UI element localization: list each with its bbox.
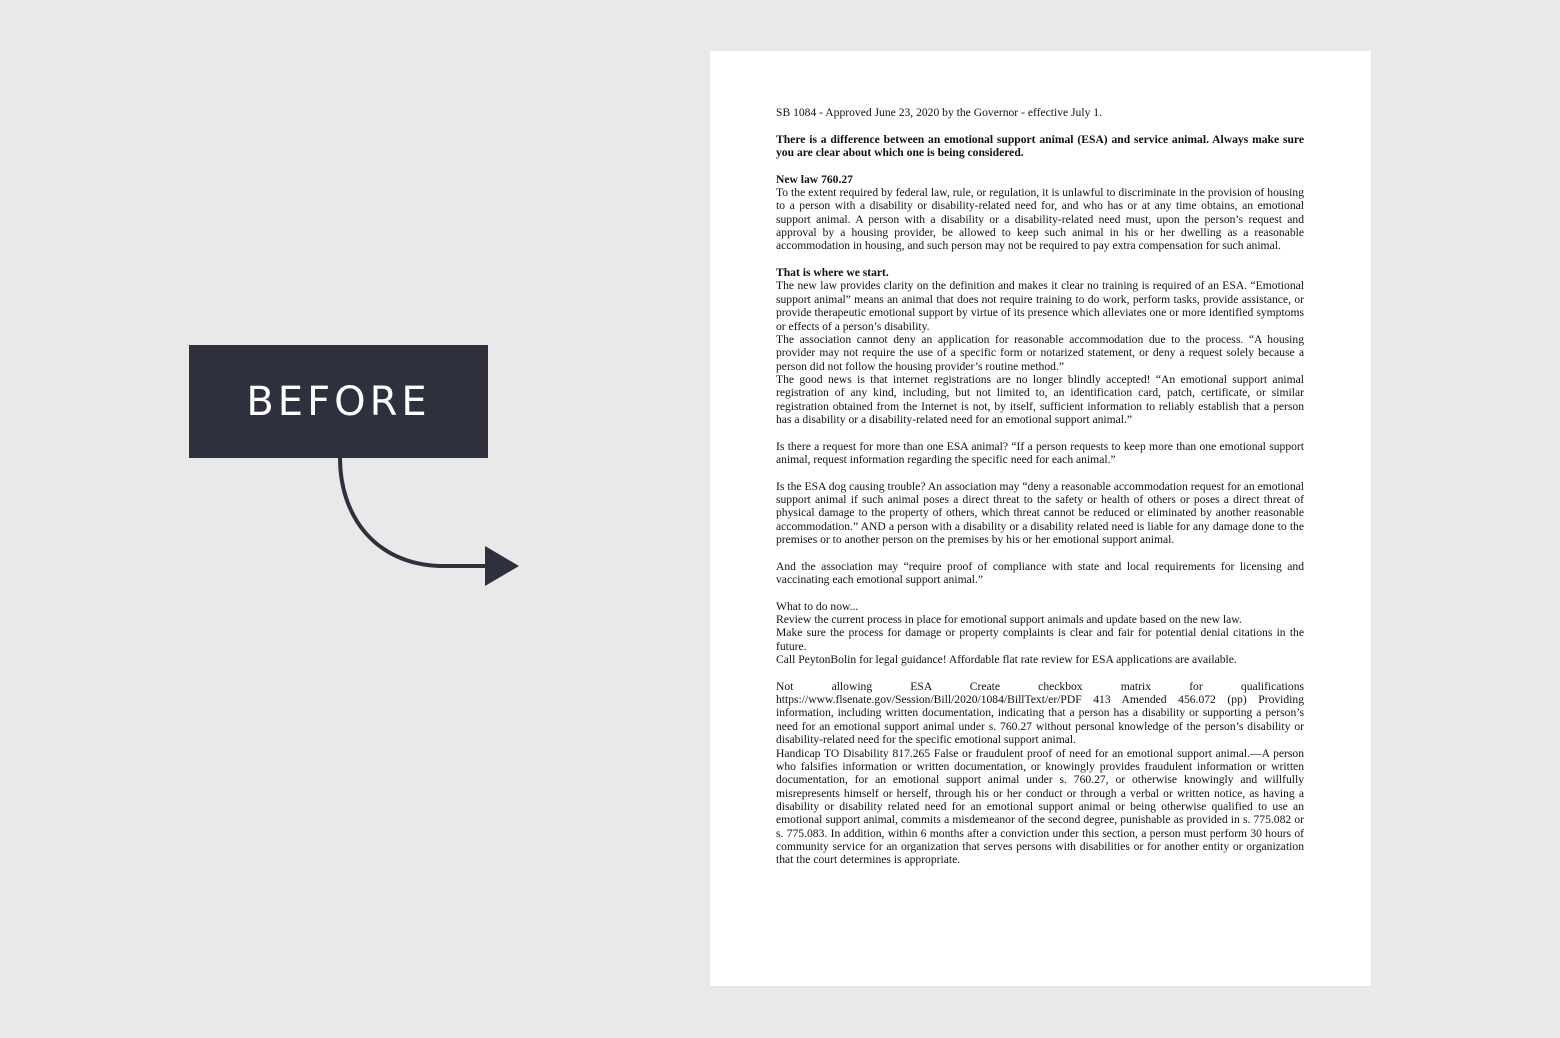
multiple-animals-paragraph: Is there a request for more than one ESA animal? “If a person requests to keep more than one emotional support animal, request information regarding the specific need for each animal.”	[776, 439, 1304, 466]
proof-paragraph: And the association may “require proof of compliance with state and local requirements for licensing and vaccinating each emotional support animal.”	[776, 559, 1304, 587]
start-heading: That is where we start.	[776, 266, 889, 280]
trouble-paragraph: Is the ESA dog causing trouble? An association may “deny a reasonable accommodation request for an emotional support animal if such animal poses a direct threat to the safety or health of others or poses a direct threat of physical damage to the property of others, which threat cannot be reduced or eliminated by another reasonable accommodation.” AND a person with a disability or a disability related need is liable for any damage done to the premises or to another person on the premises by his or her emotional support animal.	[776, 479, 1304, 546]
todo-item: Make sure the process for damage or property complaints is clear and fair for potential denial citations in the future.	[776, 626, 1304, 653]
process-paragraph: The association cannot deny an application for reasonable accommodation due to the process. “A housing provider may not require the use of a specific form or notarized statement, or deny a request solely because a person did not follow the housing provider’s routine method.”	[776, 332, 1304, 373]
new-law-heading: New law 760.27	[776, 172, 853, 186]
notes-paragraph: Not allowing ESA Create checkbox matrix for qualifications https://www.flsenate.gov/Session/Bill/2020/1084/BillText/er/PDF 413 Amended 456.072 (pp) Providing information, including written documentation, indicating that a person has a disability or supporting a person’s need for an emotional support animal under s. 760.27 without personal knowledge of the person’s disability or disability-related need for the specific emotional support animal.	[776, 679, 1304, 747]
new-law-paragraph: To the extent required by federal law, rule, or regulation, it is unlawful to discriminate in the provision of housing to a person with a disability or disability-related need for, and who has or at any time obtains, an emotional support animal. A person with a disability or a disability-related need must, upon the person’s request and approval by a housing provider, be allowed to keep such animal in his or her dwelling as a reasonable accommodation in housing, and such person may not be required to pay extra compensation for such animal.	[776, 186, 1304, 253]
registration-paragraph: The good news is that internet registrations are no longer blindly accepted! “An emotional support animal registration of any kind, including, but not limited to, an identification card, patch, certificate, or similar registration obtained from the Internet is not, by itself, sufficient information to reliably establish that a person has a disability or a disability-related need for an emotional support animal.”	[776, 372, 1304, 426]
document-page	[710, 51, 1371, 986]
before-badge	[189, 345, 488, 458]
todo-heading: What to do now...	[776, 599, 859, 613]
curved-arrow-right-icon	[330, 456, 530, 596]
statute-paragraph: Handicap TO Disability 817.265 False or fraudulent proof of need for an emotional support animal.—A person who falsifies information or written documentation, or knowingly provides fraudulent information or written documentation, for an emotional support animal under s. 760.27, or otherwise knowingly and willfully misrepresents himself or herself, through his or her conduct or through a verbal or written notice, as having a disability or disability related need for an emotional support animal or being otherwise qualified to use an emotional support animal, commits a misdemeanor of the second degree, punishable as provided in s. 775.082 or s. 775.083. In addition, within 6 months after a conviction under this section, a person must perform 30 hours of community service for an organization that serves persons with disabilities or for another entity or organization that the court determines is appropriate.	[776, 746, 1304, 867]
intro-line: SB 1084 - Approved June 23, 2020 by the Governor - effective July 1.	[776, 106, 1102, 119]
definition-paragraph: The new law provides clarity on the definition and makes it clear no training is required of an ESA. “Emotional support animal” means an animal that does not require training to do work, perform tasks, provide assistance, or provide therapeutic emotional support by virtue of its presence which alleviates one or more identified symptoms or effects of a person’s disability.	[776, 279, 1304, 333]
todo-item: Review the current process in place for emotional support animals and update based on the new law.	[776, 613, 1242, 627]
todo-item: Call PeytonBolin for legal guidance! Affordable flat rate review for ESA applications are available.	[776, 653, 1237, 667]
warning-paragraph: There is a difference between an emotional support animal (ESA) and service animal. Always make sure you are clear about which one is being considered.	[776, 132, 1304, 160]
before-label: BEFORE	[246, 378, 431, 425]
document-body	[776, 106, 1304, 867]
